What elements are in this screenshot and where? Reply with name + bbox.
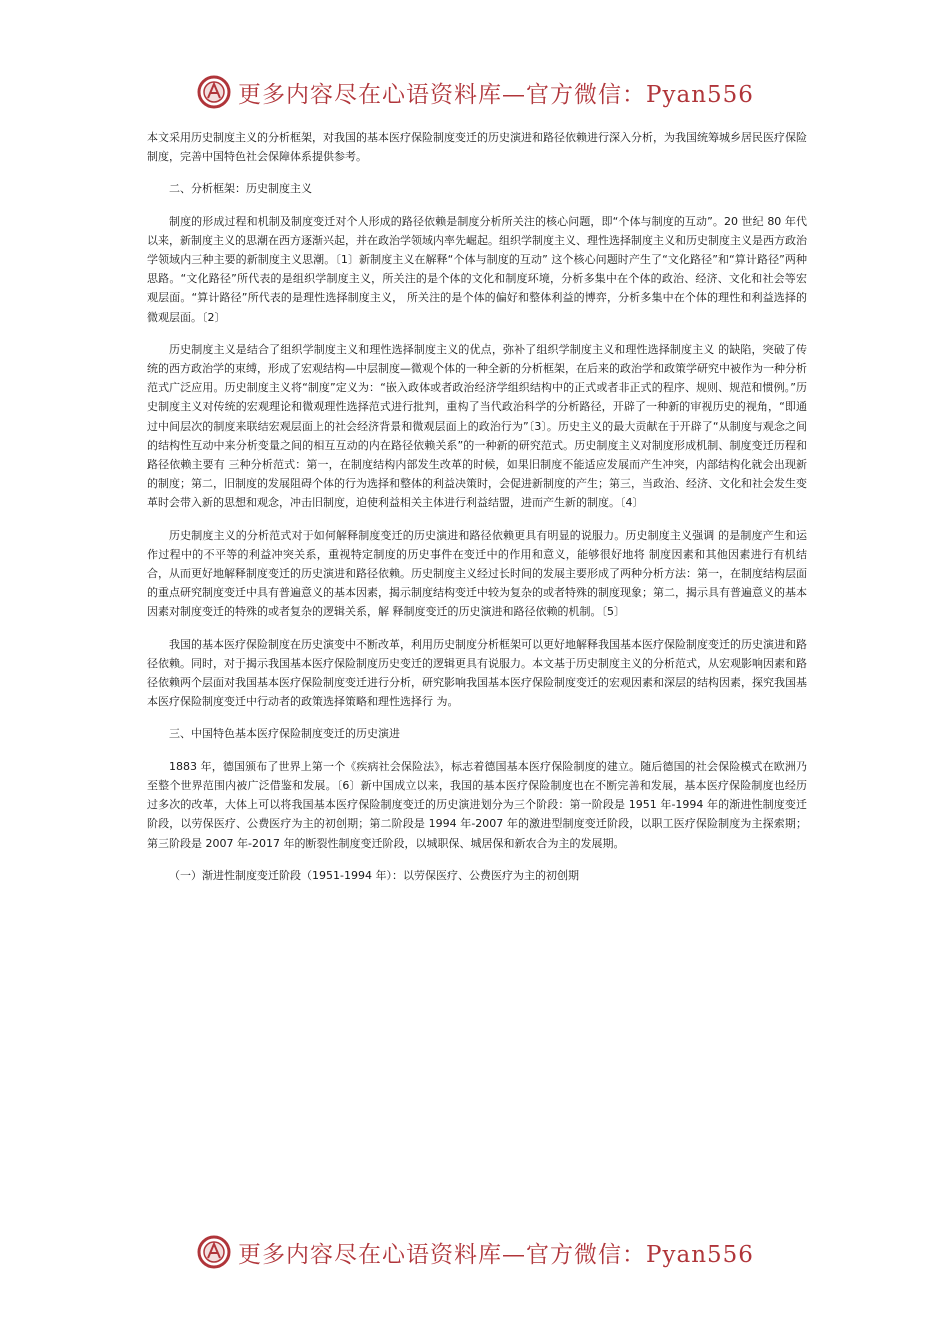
section-heading-historical-evolution: 三、中国特色基本医疗保险制度变迁的历史演进 [169,727,400,741]
section-heading-analysis-framework: 二、分析框架：历史制度主义 [169,182,312,196]
coin-logo-icon [196,74,232,110]
top-watermark-banner [0,72,950,112]
paragraph-institution-formation: 制度的形成过程和机制及制度变迁对个人形成的路径依赖是制度分析所关注的核心问题，即“个体与制度的互动”。20 世纪 80 年代以来，新制度主义的思潮在西方逐渐兴起，并在政治学领域内率先崛起。组织学制度主义、理性选择制度主义和历史制度主义是西方政治学领域内三种主要的新制度主义思潮。〔1〕新制度主义在解释“个体与制度的互动” 这个核心问题时产生了“文化路径”和“算计路径”两种思路。“文化路径”所代表的是组织学制度主义，所关注的是个体的文化和制度环境，分析多集中在个体的政治、经济、文化和社会等宏观层面。“算计路径”所代表的是理性选择制度主义， 所关注的是个体的偏好和整体利益的博弈，分析多集中在个体的理性和利益选择的微观层面。〔2〕 [147,214,807,324]
document-body [147,128,807,898]
bottom-watermark-banner [0,1232,950,1272]
coin-logo-icon [196,1234,232,1270]
paragraph-intro: 本文采用历史制度主义的分析框架，对我国的基本医疗保险制度变迁的历史演进和路径依赖进行深入分析，为我国统筹城乡居民医疗保险制度，完善中国特色社会保障体系提供参考。 [147,131,807,164]
paragraph-analysis-paradigm: 历史制度主义的分析范式对于如何解释制度变迁的历史演进和路径依赖更具有明显的说服力。历史制度主义强调 的是制度产生和运作过程中的不平等的利益冲突关系，重视特定制度的历史事件在变迁中的作用和意义，能够很好地将 制度因素和其他因素进行有机结合，从而更好地解释制度变迁的历史演进和路径依赖。历史制度主义经过长时间的发展主要形成了两种分析方法：第一，在制度结构层面的重点研究制度变迁中具有普遍意义的基本因素，揭示制度结构变迁中较为复杂的或者特殊的制度现象；第二，揭示具有普遍意义的基本因素对制度变迁的特殊的或者复杂的逻辑关系，解 释制度变迁的历史演进和路径依赖的机制。〔5〕 [147,528,807,619]
paragraph-historical-institutionalism: 历史制度主义是结合了组织学制度主义和理性选择制度主义的优点，弥补了组织学制度主义和理性选择制度主义 的缺陷，突破了传统的西方政治学的束缚，形成了宏观结构—中层制度—微观个体的一种全新的分析框架，在后来的政治学和政策学研究中被作为一种分析范式广泛应用。历史制度主义将“制度”定义为：“嵌入政体或者政治经济学组织结构中的正式或者非正式的程序、规则、规范和惯例。”历史制度主义对传统的宏观理论和微观理性选择范式进行批判，重构了当代政治科学的分析路径，开辟了一种新的审视历史的视角，“即通过中间层次的制度来联结宏观层面上的社会经济背景和微观层面上的政治行为”〔3〕。历史主义的最大贡献在于开辟了“从制度与观念之间的结构性互动中来分析变量之间的相互互动的内在路径依赖关系”的一种新的研究范式。历史制度主义对制度形成机制、制度变迁历程和路径依赖主要有 三种分析范式：第一，在制度结构内部发生改革的时候，如果旧制度不能适应发展而产生冲突，内部结构化就会出现新 的制度；第二，旧制度的发展阻碍个体的行为选择和整体的利益决策时，会促进新制度的产生；第三，当政治、经济、文化和社会发生变革时会带入新的思想和观念，冲击旧制度，迫使利益相关主体进行利益结盟，进而产生新的制度。〔4〕 [147,342,807,510]
paragraph-china-insurance-reform: 我国的基本医疗保险制度在历史演变中不断改革，利用历史制度分析框架可以更好地解释我国基本医疗保险制度变迁的历史演进和路径依赖。同时，对于揭示我国基本医疗保险制度历史变迁的逻辑更具有说服力。本文基于历史制度主义的分析范式，从宏观影响因素和路径依赖两个层面对我国基本医疗保险制度变迁进行分析，研究影响我国基本医疗保险制度变迁的宏观因素和深层的结构因素，探究我国基本医疗保险制度变迁中行动者的政策选择策略和理性选择行 为。 [147,637,807,709]
watermark-text: 更多内容尽在心语资料库—官方微信：Pyan556 [238,81,754,108]
subsection-heading-gradual-stage: （一）渐进性制度变迁阶段（1951-1994 年）：以劳保医疗、公费医疗为主的初创期 [169,868,579,882]
paragraph-germany-1883: 1883 年，德国颁布了世界上第一个《疾病社会保险法》，标志着德国基本医疗保险制度的建立。随后德国的社会保险模式在欧洲乃至整个世界范围内被广泛借鉴和发展。〔6〕新中国成立以来，我国的基本医疗保险制度也在不断完善和发展，基本医疗保险制度也经历过多次的改革，大体上可以将我国基本医疗保险制度变迁的历史演进划分为三个阶段：第一阶段是 1951 年-1994 年的渐进性制度变迁阶段，以劳保医疗、公费医疗为主的初创期；第二阶段是 1994 年-2007 年的激进型制度变迁阶段，以职工医疗保险制度为主探索期；第三阶段是 2007 年-2017 年的断裂性制度变迁阶段，以城职保、城居保和新农合为主的发展期。 [147,759,807,850]
watermark-text: 更多内容尽在心语资料库—官方微信：Pyan556 [238,1241,754,1268]
